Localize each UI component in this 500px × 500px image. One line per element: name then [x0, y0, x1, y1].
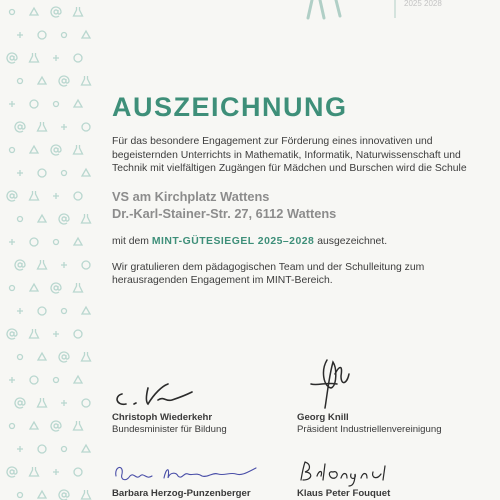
pattern-symbol — [54, 378, 59, 383]
pattern-symbol — [17, 32, 23, 38]
signatory-role: Präsident Industriellenvereinigung — [297, 424, 442, 435]
seal-line — [112, 236, 492, 247]
pattern-symbol — [82, 214, 91, 223]
mint-logo — [300, 0, 500, 22]
pattern-symbol — [61, 124, 67, 130]
pattern-symbol — [82, 169, 90, 176]
seal-name: MINT-GÜTESIEGEL 2025–2028 — [151, 235, 315, 247]
pattern-symbol — [54, 240, 59, 245]
signature-block-2 — [297, 356, 477, 435]
signature-block-1 — [112, 380, 292, 435]
pattern-symbol — [74, 192, 82, 200]
pattern-symbol — [61, 262, 67, 268]
pattern-symbol — [15, 398, 25, 408]
pattern-symbol — [15, 122, 25, 132]
pattern-symbol — [38, 260, 47, 269]
pattern-symbol — [51, 7, 61, 17]
pattern-symbol — [62, 171, 67, 176]
pattern-symbol — [17, 170, 23, 176]
pattern-symbol — [15, 260, 25, 270]
seal-suffix: ausgezeichnet. — [314, 235, 388, 247]
pattern-symbol — [30, 422, 38, 429]
pattern-symbol — [82, 307, 90, 314]
pattern-symbol — [74, 421, 83, 430]
pattern-symbol — [18, 493, 23, 498]
pattern-symbol — [82, 445, 90, 452]
pattern-symbol — [82, 261, 90, 269]
pattern-symbol — [7, 467, 17, 477]
pattern-symbol — [53, 193, 59, 199]
pattern-symbol — [17, 308, 23, 314]
pattern-symbol — [38, 77, 46, 84]
signatory-name: Klaus Peter Fouquet — [297, 488, 391, 499]
pattern-symbol — [59, 490, 69, 500]
pattern-symbol — [30, 238, 38, 246]
pattern-symbol — [38, 445, 46, 453]
signatory-role: Bundesminister für Bildung — [112, 424, 227, 435]
signatory-name: Barbara Herzog-Punzenberger — [112, 488, 251, 499]
pattern-symbol — [53, 469, 59, 475]
pattern-symbol — [17, 446, 23, 452]
pattern-symbol — [59, 214, 69, 224]
pattern-symbol — [7, 53, 17, 63]
pattern-symbol — [62, 33, 67, 38]
pattern-symbol — [30, 8, 38, 15]
school-address: Dr.-Karl-Stainer-Str. 27, 6112 Wattens — [112, 205, 337, 221]
pattern-symbol — [18, 355, 23, 360]
pattern-symbol — [51, 283, 61, 293]
pattern-symbol — [38, 491, 46, 498]
certificate-body — [112, 92, 492, 288]
handwritten-signature — [112, 380, 222, 412]
pattern-symbol — [10, 148, 15, 153]
pattern-symbol — [54, 102, 59, 107]
pattern-symbol — [82, 352, 91, 361]
pattern-symbol — [30, 100, 38, 108]
pattern-symbol — [18, 217, 23, 222]
pattern-symbol — [74, 54, 82, 62]
school-block — [112, 188, 492, 222]
pattern-symbol — [30, 146, 38, 153]
pattern-symbol — [74, 376, 82, 383]
pattern-symbol — [38, 353, 46, 360]
pattern-symbol — [38, 31, 46, 39]
mint-symbol-pattern — [0, 0, 92, 500]
pattern-symbol — [74, 100, 82, 107]
pattern-symbol — [38, 398, 47, 407]
pattern-symbol — [62, 447, 67, 452]
pattern-symbol — [74, 7, 83, 16]
pattern-symbol — [10, 286, 15, 291]
signature-block-4 — [297, 458, 477, 499]
pattern-symbol — [9, 101, 15, 107]
logo-years: 2025 2028 — [404, 0, 442, 8]
pattern-symbol — [74, 330, 82, 338]
pattern-symbol — [82, 490, 91, 499]
handwritten-signature — [112, 458, 272, 488]
pattern-symbol — [38, 307, 46, 315]
congratulations-text: Wir gratulieren dem pädagogischen Team und der Schulleitung zum herausragenden Engagement im MINT-Bereich. — [112, 261, 425, 287]
pattern-symbol — [82, 123, 90, 131]
pattern-symbol — [74, 238, 82, 245]
pattern-symbol — [30, 467, 39, 476]
seal-prefix: mit dem — [112, 235, 152, 247]
signatory-name: Georg Knill — [297, 412, 349, 423]
signatory-name: Christoph Wiederkehr — [112, 412, 213, 423]
handwritten-signature — [297, 458, 407, 488]
pattern-symbol — [30, 53, 39, 62]
pattern-symbol — [51, 421, 61, 431]
pattern-symbol — [10, 10, 15, 15]
pattern-symbol — [30, 376, 38, 384]
decorative-pattern — [0, 0, 92, 500]
pattern-symbol — [7, 329, 17, 339]
pattern-symbol — [51, 145, 61, 155]
intro-text: Für das besondere Engagement zur Förderung eines innovativen und begeisternden Unterrichts in Mathematik, Informatik, Naturwissenschaft und Technik mit vielfältigen Zugängen für Mädchen und Burschen wird die Schule — [112, 136, 467, 175]
pattern-symbol — [30, 284, 38, 291]
signature-block-3 — [112, 458, 292, 499]
pattern-symbol — [74, 145, 83, 154]
pattern-symbol — [10, 424, 15, 429]
pattern-symbol — [9, 377, 15, 383]
pattern-symbol — [74, 468, 82, 476]
pattern-symbol — [82, 31, 90, 38]
pattern-symbol — [82, 399, 90, 407]
pattern-symbol — [59, 76, 69, 86]
pattern-symbol — [61, 400, 67, 406]
certificate-title: AUSZEICHNUNG — [112, 92, 348, 122]
pattern-symbol — [9, 239, 15, 245]
school-name: VS am Kirchplatz Wattens — [112, 188, 270, 204]
pattern-symbol — [38, 122, 47, 131]
pattern-symbol — [59, 352, 69, 362]
pattern-symbol — [74, 283, 83, 292]
pattern-symbol — [62, 309, 67, 314]
pattern-symbol — [38, 215, 46, 222]
pattern-symbol — [38, 169, 46, 177]
pattern-symbol — [53, 331, 59, 337]
pattern-symbol — [30, 191, 39, 200]
pattern-symbol — [30, 329, 39, 338]
pattern-symbol — [82, 76, 91, 85]
pattern-symbol — [7, 191, 17, 201]
handwritten-signature — [297, 356, 407, 412]
pattern-symbol — [53, 55, 59, 61]
pattern-symbol — [18, 79, 23, 84]
